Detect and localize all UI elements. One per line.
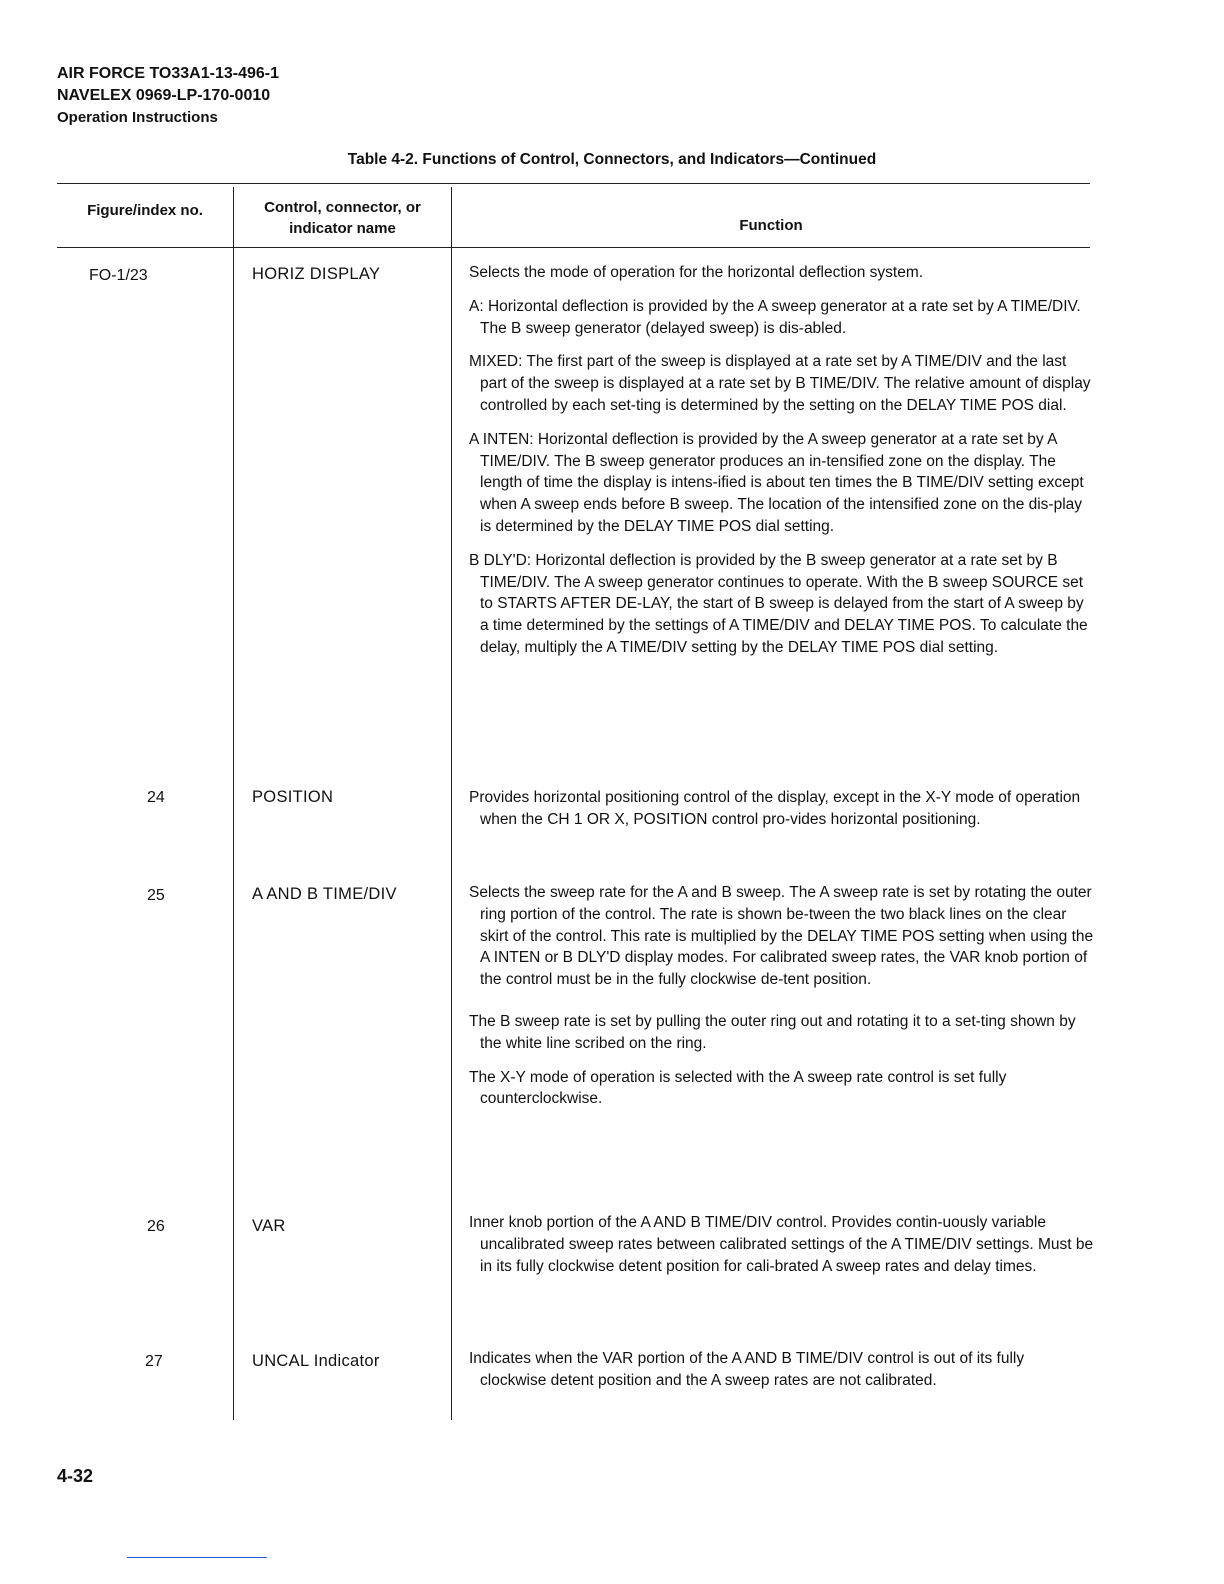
function-paragraph: Selects the mode of operation for the horizontal deflection system. [469,264,924,281]
table-row-index: 27 [145,1353,163,1370]
header-navelex-number: NAVELEX 0969-LP-170-0010 [57,87,271,104]
column-header-name: Control, connector, or indicator name [264,199,421,237]
function-paragraph: B DLY'D: Horizontal deflection is provided by the B sweep generator at a rate set by B TIME/DIV. The A sweep generator continues to operate. With the B sweep SOURCE set to STARTS AFTER DE-LAY, the start of B sweep is delayed from the start of A sweep by a time determined by the settings of A TIME/DIV and DELAY TIME POS. To calculate the delay, multiply the A TIME/DIV setting by the DELAY TIME POS dial setting. [469,551,1088,656]
table-row-index: FO-1/23 [89,267,148,284]
running-header [57,63,279,129]
table-row-index: 24 [147,789,165,806]
table-row-name: HORIZ DISPLAY [252,265,381,283]
function-paragraph: Selects the sweep rate for the A and B sweep. The A sweep rate is set by rotating the outer ring portion of the control. The rate is shown be-tween the two black lines on the clear skirt of the control. This rate is multiplied by the DELAY TIME POS setting when using the A INTEN or B DLY'D display modes. For calibrated sweep rates, the VAR knob portion of the control must be in the fully clockwise de-tent position. [469,884,1094,989]
table-row-function [469,262,1094,671]
function-paragraph: Indicates when the VAR portion of the A AND B TIME/DIV control is out of its fully clockwise detent position and the A sweep rates are not calibrated. [469,1350,1025,1389]
table-row-name: VAR [252,1217,286,1235]
function-paragraph: The B sweep rate is set by pulling the outer ring out and rotating it to a set-ting shown by the white line scribed on the ring. [469,1012,1076,1052]
table-row-index: 25 [147,887,165,904]
function-paragraph: A INTEN: Horizontal deflection is provided by the A sweep generator at a rate set by A TIME/DIV. The B sweep generator produces an in-tensified zone on the display. The length of time the display is intens-ified is about ten times the B TIME/DIV setting except when A sweep ends before B sweep. The location of the intensified zone on the dis-play is determined by the DELAY TIME POS dial setting. [469,430,1084,535]
table-caption: Table 4-2. Functions of Control, Connectors, and Indicators—Continued [347,151,877,168]
header-air-force-to: AIR FORCE TO33A1-13-496-1 [57,65,279,82]
table-row-function [469,882,1094,1122]
page-number: 4-32 [57,1466,94,1486]
table-row-index: 26 [147,1218,165,1235]
function-paragraph: Inner knob portion of the A AND B TIME/DIV control. Provides contin-uously variable uncalibrated sweep rates between calibrated settings of the A TIME/DIV settings. Must be in its fully clockwise detent position for cali-brated A sweep rates and delay times. [469,1214,1094,1275]
function-paragraph: MIXED: The first part of the sweep is displayed at a rate set by A TIME/DIV and the last part of the sweep is displayed at a rate set by B TIME/DIV. The relative amount of display controlled by each set-ting is determined by the setting on the DELAY TIME POS dial. [469,353,1091,414]
table-row-function [469,1348,1094,1404]
table-header-rule [57,247,1090,248]
header-section-title: Operation Instructions [57,109,218,126]
column-header-function: Function [739,217,803,234]
footer-rule [127,1557,267,1558]
function-paragraph: The X-Y mode of operation is selected with the A sweep rate control is set fully counterclockwise. [469,1068,1007,1108]
function-paragraph: A: Horizontal deflection is provided by the A sweep generator at a rate set by A TIME/DIV. The B sweep generator (delayed sweep) is dis-abled. [469,297,1081,337]
column-divider-1 [233,187,234,1420]
column-divider-2 [451,187,452,1420]
function-paragraph: Provides horizontal positioning control of the display, except in the X-Y mode of operation when the CH 1 OR X, POSITION control pro-vides horizontal positioning. [469,789,1081,828]
table-top-rule [57,183,1090,184]
table-row-function [469,1212,1094,1289]
table-row-name: A AND B TIME/DIV [252,885,397,903]
table-row-name: POSITION [252,788,334,806]
table-row-name: UNCAL Indicator [252,1352,380,1370]
table-row-function [469,787,1094,843]
column-header-index: Figure/index no. [87,202,203,219]
